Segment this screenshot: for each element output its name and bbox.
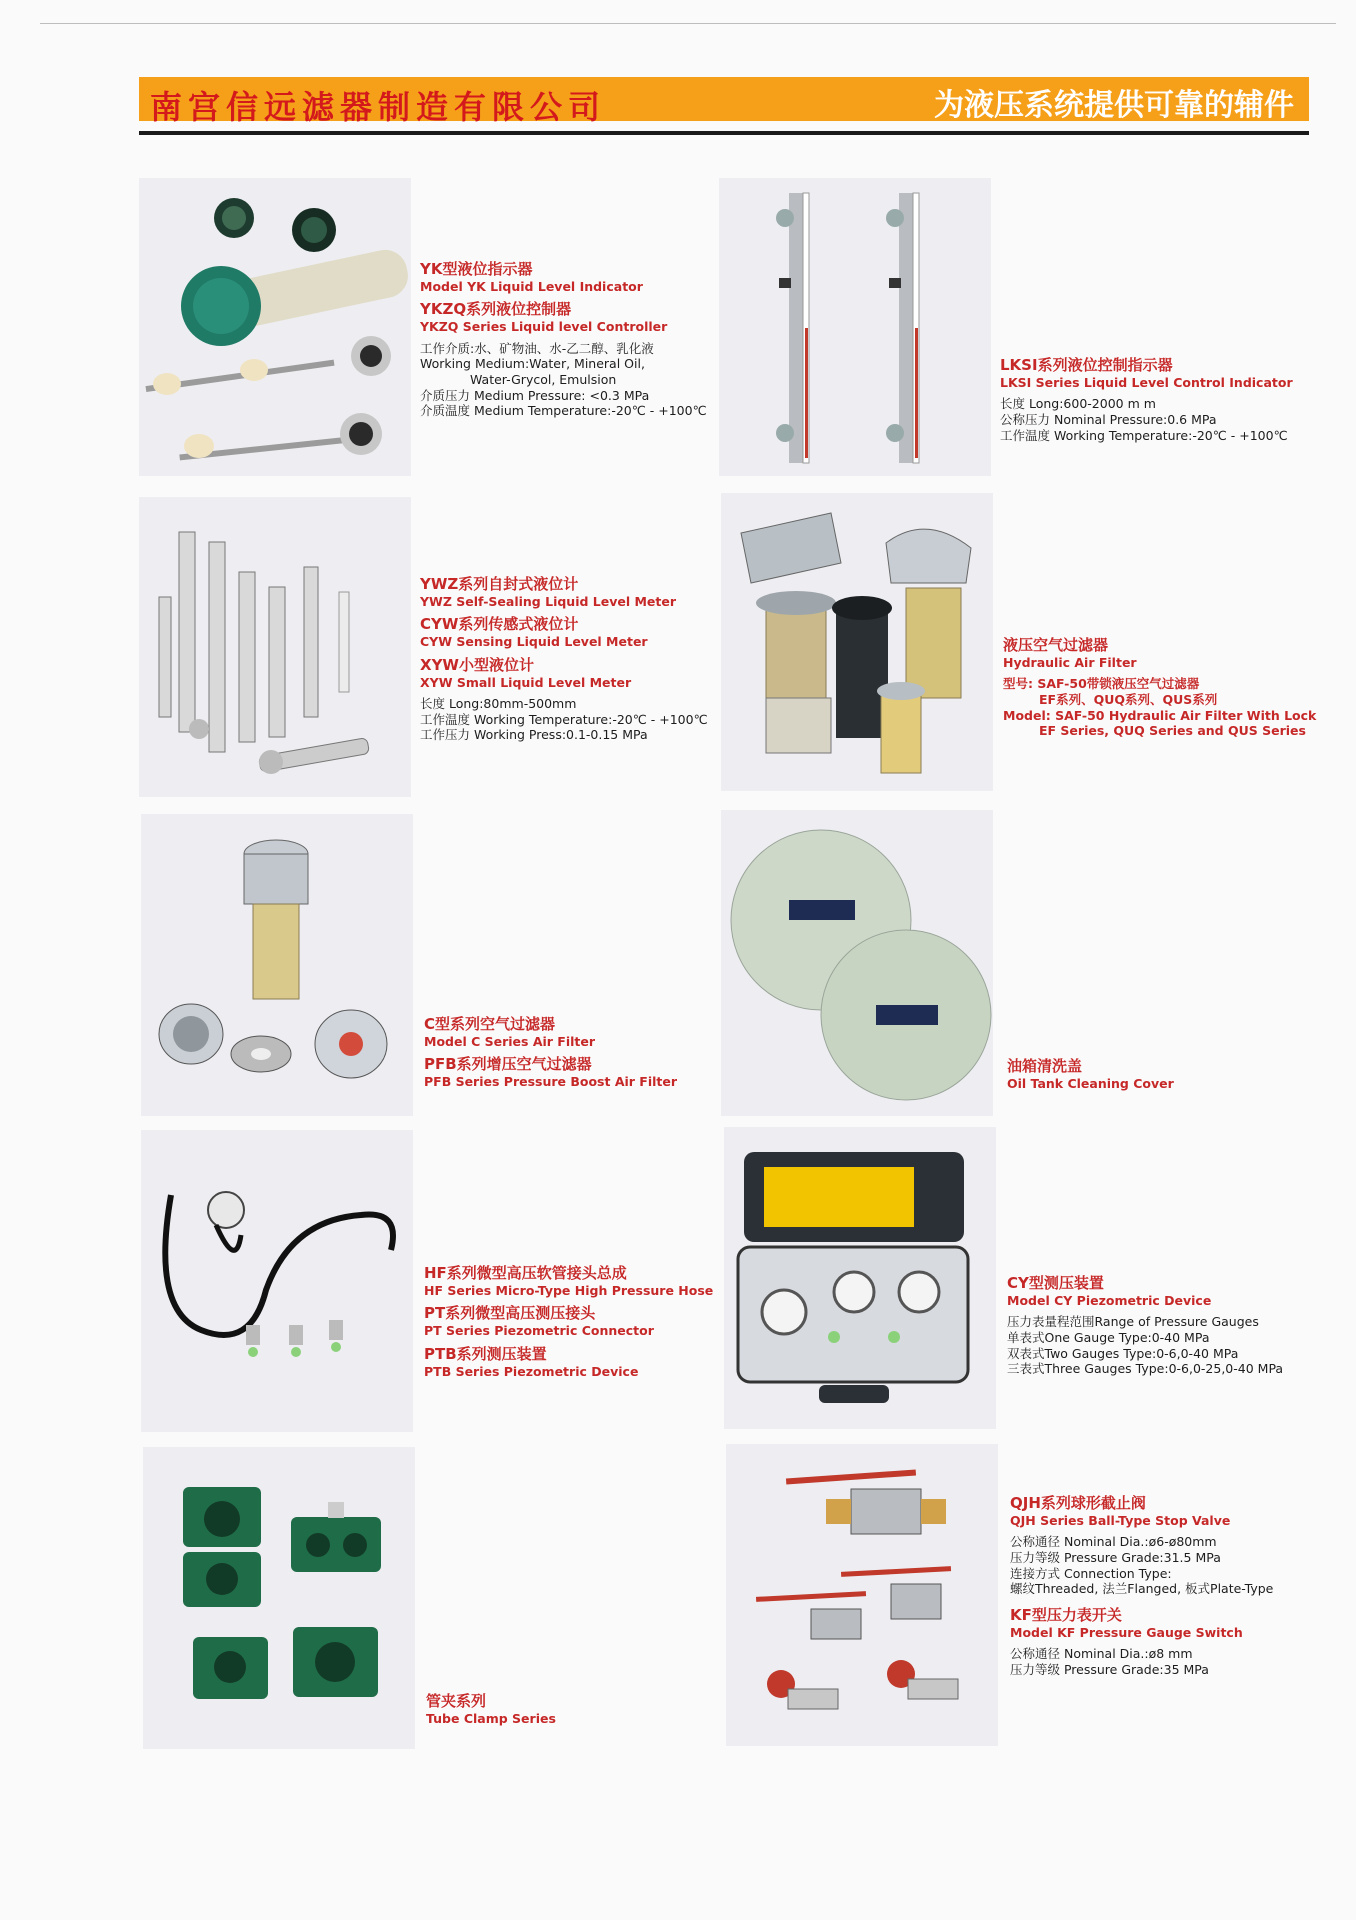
c-filter-title-zh: C型系列空气过滤器	[424, 1015, 556, 1033]
hf-text	[424, 1264, 713, 1385]
tank-cover-text	[1007, 1057, 1174, 1097]
cy-title-en: Model CY Piezometric Device	[1007, 1292, 1212, 1308]
qjh-text	[1010, 1494, 1273, 1678]
cy-spec-2: 单表式One Gauge Type:0-40 MPa	[1007, 1330, 1210, 1345]
ywz-title-en: YWZ Self-Sealing Liquid Level Meter	[420, 593, 677, 609]
tank-cover-title-en: Oil Tank Cleaning Cover	[1007, 1075, 1174, 1091]
hydraulic-air-title-en: Hydraulic Air Filter	[1003, 654, 1137, 670]
qjh-spec-3: 连接方式 Connection Type:	[1010, 1565, 1172, 1581]
ykzq-title-en: YKZQ Series Liquid level Controller	[420, 319, 668, 335]
hf-title-en: HF Series Micro-Type High Pressure Hose	[424, 1282, 714, 1298]
qjh-spec-4: 螺纹Threaded, 法兰Flanged, 板式Plate-Type	[1010, 1581, 1274, 1597]
kf-spec-2: 压力等级 Pressure Grade:35 MPa	[1010, 1661, 1209, 1677]
cy-title-zh: CY型测压装置	[1007, 1274, 1104, 1292]
hydraulic-air-text	[1003, 636, 1316, 745]
cy-spec-1: 压力表量程范围Range of Pressure Gauges	[1007, 1314, 1259, 1330]
yk-title-zh: YK型液位指示器	[420, 260, 533, 278]
yk-text	[420, 260, 707, 419]
yk-spec-1: 工作介质:水、矿物油、水-乙二醇、乳化液	[420, 340, 654, 356]
c-filter-text	[424, 1015, 677, 1096]
cyw-title-en: CYW Sensing Liquid Level Meter	[420, 634, 648, 650]
ywz-spec-1: 长度 Long:80mm-500mm	[420, 696, 577, 712]
tube-clamp-title-en: Tube Clamp Series	[426, 1710, 556, 1726]
ywz-spec-3: 工作压力 Working Press:0.1-0.15 MPa	[420, 727, 648, 743]
c-series-air-filter-photo	[141, 814, 413, 1116]
hydraulic-air-title-zh: 液压空气过滤器	[1003, 636, 1109, 654]
lksi-title-zh: LKSI系列液位控制指示器	[1000, 356, 1173, 374]
ptb-title-en: PTB Series Piezometric Device	[424, 1363, 639, 1379]
hf-title-zh: HF系列微型高压软管接头总成	[424, 1264, 627, 1282]
cy-spec-4: 三表式Three Gauges Type:0-6,0-25,0-40 MPa	[1007, 1361, 1284, 1377]
top-rule	[40, 23, 1336, 24]
hf-hose-photo	[141, 1130, 413, 1432]
lksi-spec-1: 长度 Long:600-2000 m m	[1000, 396, 1156, 412]
hydraulic-air-model-4: EF Series, QUQ Series and QUS Series	[1039, 723, 1306, 739]
qjh-title-en: QJH Series Ball-Type Stop Valve	[1010, 1512, 1231, 1528]
lksi-spec-2: 公称压力 Nominal Pressure:0.6 MPa	[1000, 412, 1217, 427]
xyw-title-en: XYW Small Liquid Level Meter	[420, 674, 632, 690]
lksi-spec-3: 工作温度 Working Temperature:-20℃ - +100℃	[1000, 427, 1288, 443]
hydraulic-air-model-2: EF系列、QUQ系列、QUS系列	[1039, 692, 1218, 707]
slogan: 为液压系统提供可靠的辅件	[934, 88, 1294, 123]
ptb-title-zh: PTB系列测压装置	[424, 1344, 547, 1363]
lksi-text	[1000, 356, 1293, 443]
company-name: 南宫信远滤器制造有限公司	[150, 88, 607, 126]
tube-clamp-title-zh: 管夹系列	[426, 1692, 487, 1710]
hydraulic-air-model-1: 型号: SAF-50带锁液压空气过滤器	[1003, 676, 1200, 692]
qjh-spec-2: 压力等级 Pressure Grade:31.5 MPa	[1010, 1550, 1221, 1565]
xyw-title-zh: XYW小型液位计	[420, 655, 534, 674]
cy-spec-3: 双表式Two Gauges Type:0-6,0-40 MPa	[1007, 1345, 1239, 1361]
pt-title-zh: PT系列微型高压测压接头	[424, 1304, 596, 1323]
cy-text	[1007, 1274, 1283, 1377]
kf-title-zh: KF型压力表开关	[1010, 1605, 1122, 1624]
spacer	[1010, 1597, 1273, 1606]
pfb-title-zh: PFB系列增压空气过滤器	[424, 1055, 592, 1074]
tube-clamp-text	[426, 1692, 556, 1732]
oil-tank-cover-photo	[721, 810, 993, 1116]
cy-piezometric-device-photo	[724, 1127, 996, 1429]
header-underline	[139, 131, 1309, 135]
tank-cover-title-zh: 油箱清洗盖	[1007, 1057, 1083, 1075]
yk-spec-3: Water-Grycol, Emulsion	[470, 372, 617, 387]
pt-title-en: PT Series Piezometric Connector	[424, 1323, 654, 1339]
hydraulic-air-model-3: Model: SAF-50 Hydraulic Air Filter With Lock	[1003, 707, 1317, 723]
lksi-indicator-photo	[719, 178, 991, 476]
hydraulic-air-filter-photo	[721, 493, 993, 791]
yk-spec-2: Working Medium:Water, Mineral Oil,	[420, 356, 645, 372]
yk-indicator-photo	[139, 178, 411, 476]
pfb-title-en: PFB Series Pressure Boost Air Filter	[424, 1074, 678, 1090]
yk-spec-5: 介质温度 Medium Temperature:-20℃ - +100℃	[420, 403, 707, 419]
ywz-text	[420, 575, 708, 743]
ykzq-title-zh: YKZQ系列液位控制器	[420, 300, 572, 319]
kf-title-en: Model KF Pressure Gauge Switch	[1010, 1624, 1243, 1640]
ywz-spec-2: 工作温度 Working Temperature:-20℃ - +100℃	[420, 711, 708, 727]
qjh-spec-1: 公称通径 Nominal Dia.:ø6-ø80mm	[1010, 1534, 1217, 1550]
yk-title-en: Model YK Liquid Level Indicator	[420, 278, 643, 294]
qjh-title-zh: QJH系列球形截止阀	[1010, 1494, 1146, 1512]
ywz-title-zh: YWZ系列自封式液位计	[420, 575, 579, 593]
qjh-ball-valve-photo	[726, 1444, 998, 1746]
yk-spec-4: 介质压力 Medium Pressure: <0.3 MPa	[420, 387, 650, 403]
cyw-title-zh: CYW系列传感式液位计	[420, 615, 579, 634]
kf-spec-1: 公称通径 Nominal Dia.:ø8 mm	[1010, 1646, 1193, 1662]
c-filter-title-en: Model C Series Air Filter	[424, 1033, 596, 1049]
lksi-title-en: LKSI Series Liquid Level Control Indicator	[1000, 374, 1293, 390]
tube-clamp-photo	[143, 1447, 415, 1749]
ywz-level-meter-photo	[139, 497, 411, 797]
